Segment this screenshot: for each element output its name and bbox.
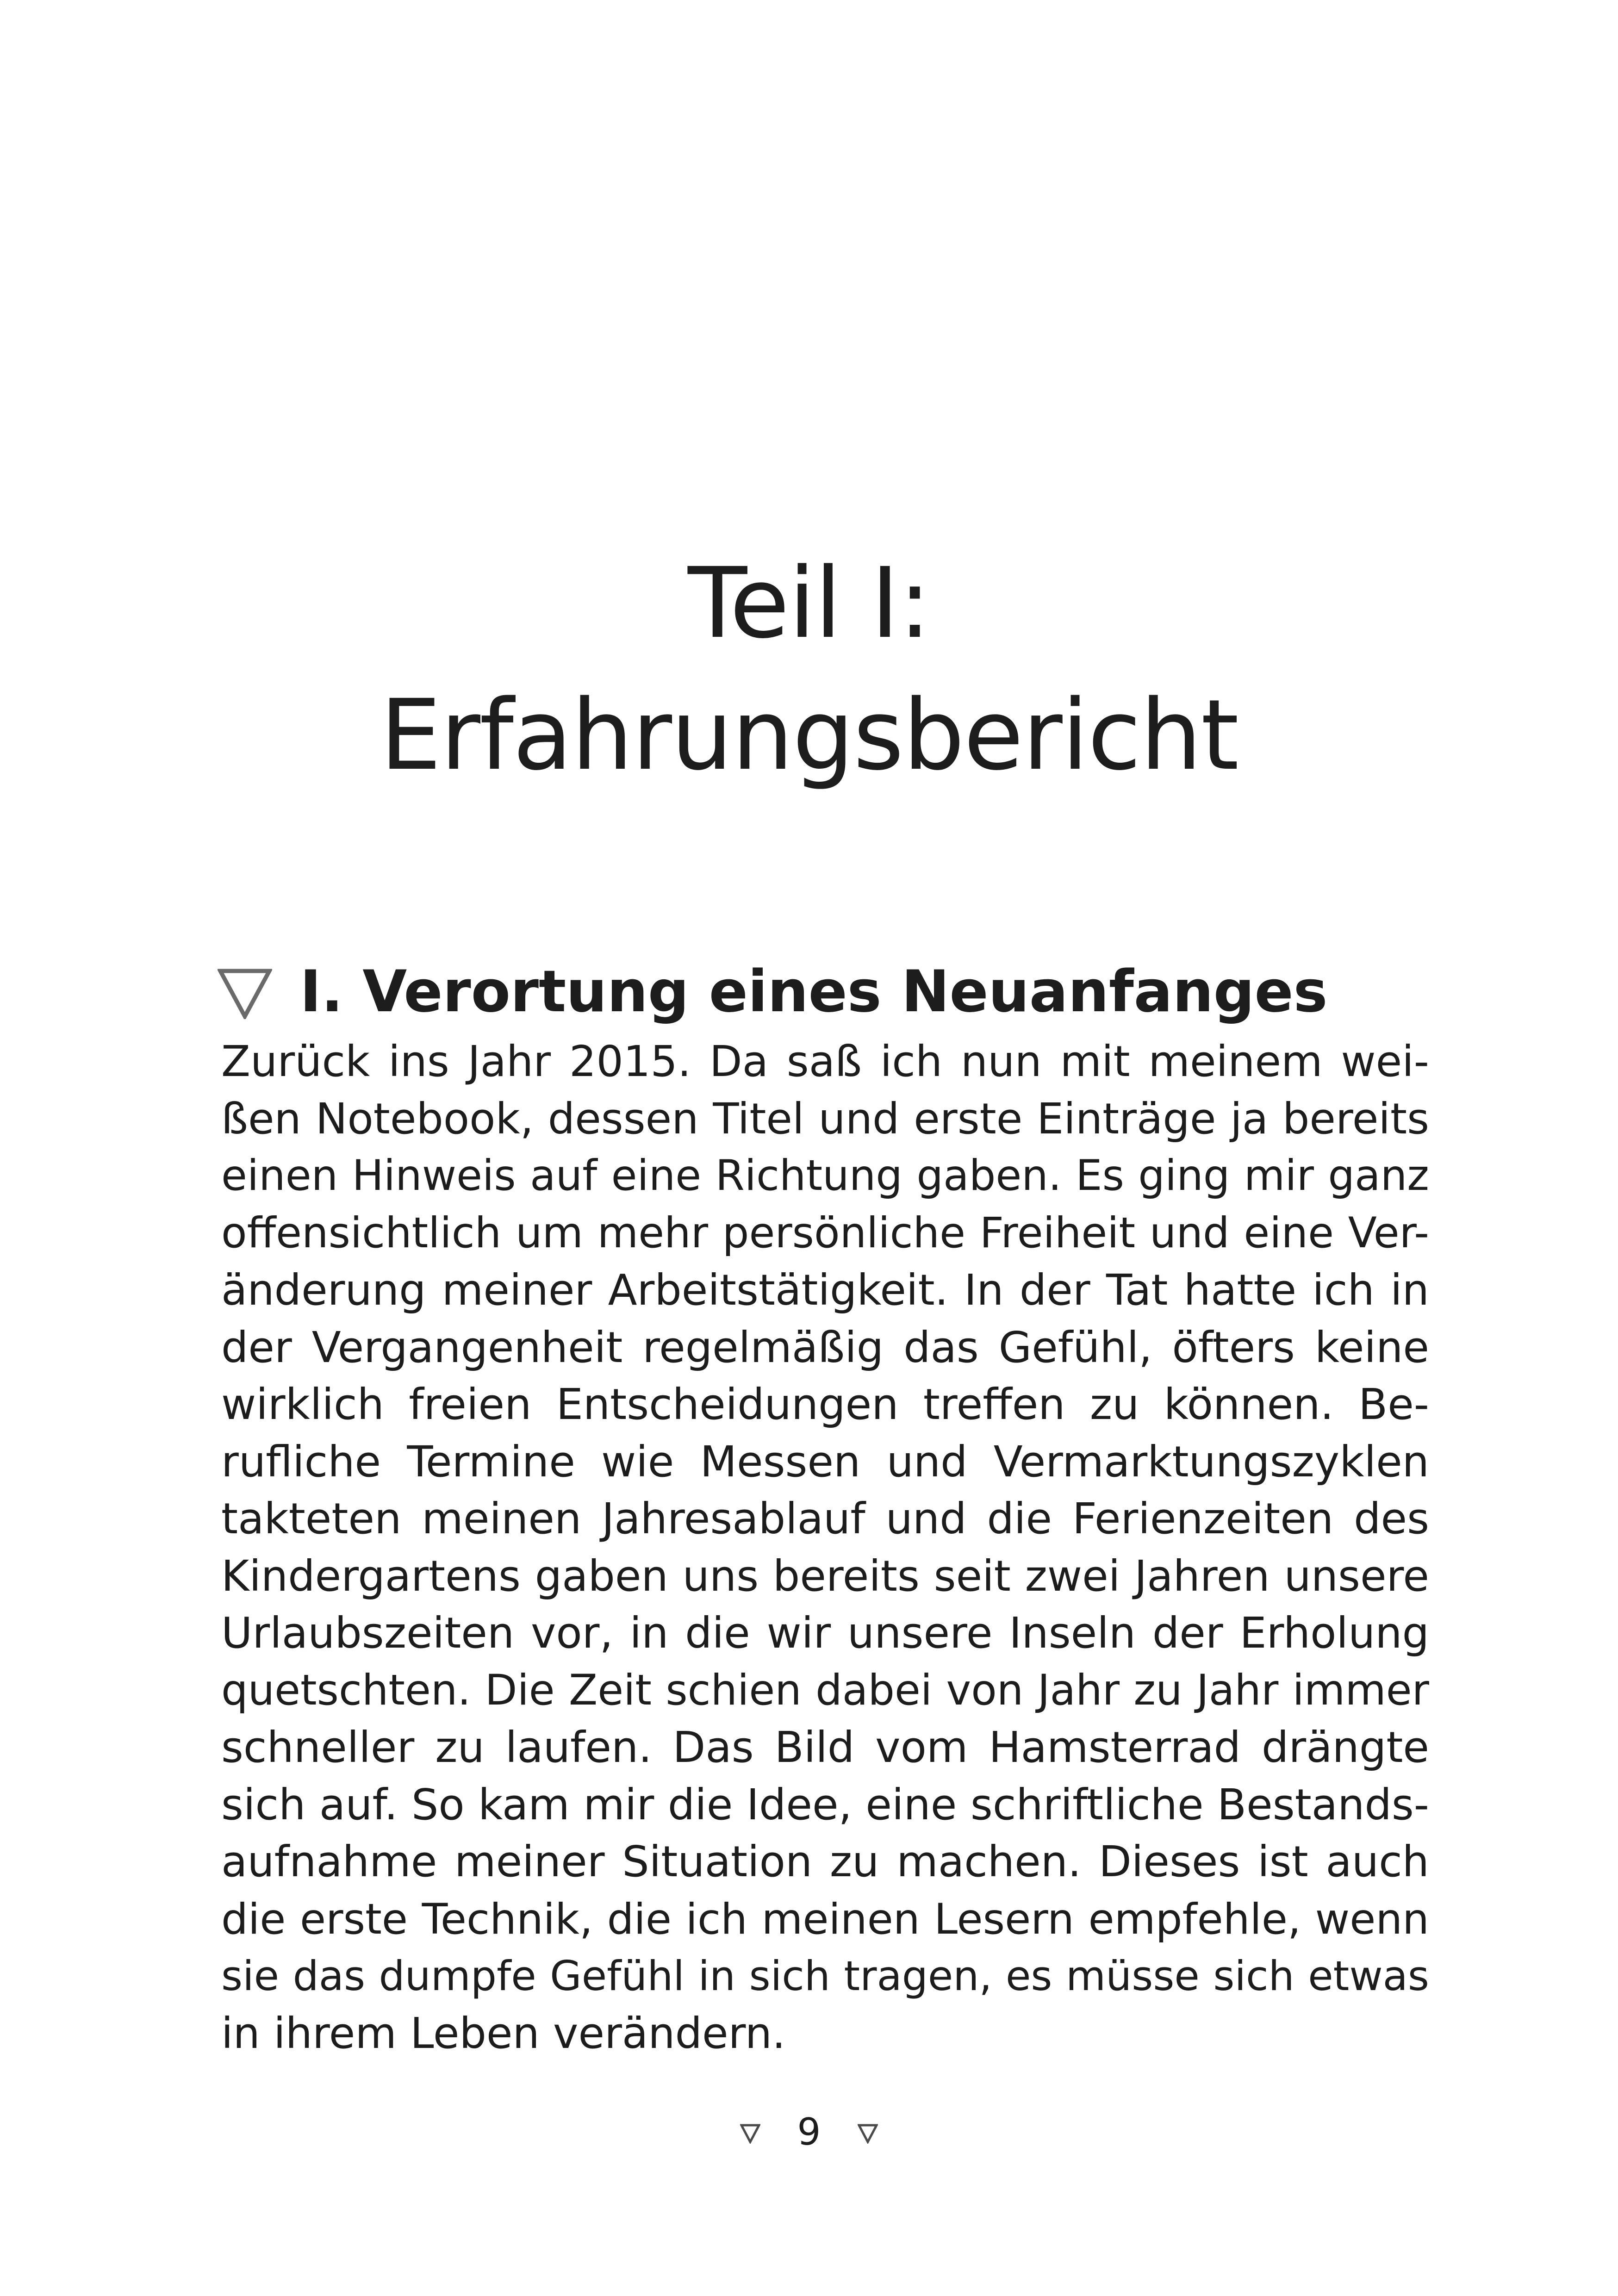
paragraph-line: schneller zu laufen. Das Bild vom Hamsterrad drängte [221,1723,1429,1772]
body-paragraph [221,1033,1429,2062]
triangle-down-icon [740,2123,760,2144]
chapter-heading [218,950,1327,1033]
paragraph-line: wirklich freien Entscheidungen treffen zu können. Be- [221,1380,1429,1429]
paragraph-line: ßen Notebook, dessen Titel und erste Einträge ja bereits [221,1094,1429,1144]
paragraph-line: sie das dumpfe Gefühl in sich tragen, es müsse sich etwas [221,1952,1429,2000]
paragraph-line: in ihrem Leben verändern. [221,2008,786,2058]
paragraph-line: Zurück ins Jahr 2015. Da saß ich nun mit meinem wei- [221,1037,1429,1086]
paragraph-line: einen Hinweis auf eine Richtung gaben. Es ging mir ganz [221,1151,1429,1200]
paragraph-line: die erste Technik, die ich meinen Lesern empfehle, wenn [221,1894,1429,1944]
triangle-down-icon [858,2123,878,2144]
paragraph-line: der Vergangenheit regelmäßig das Gefühl, öfters keine [221,1322,1429,1372]
paragraph-line: sich auf. So kam mir die Idee, eine schriftliche Bestands- [221,1780,1429,1829]
chapter-number: I. [300,958,343,1025]
paragraph-line: Urlaubszeiten vor, in die wir unsere Inseln der Erholung [221,1608,1429,1658]
paragraph-line: quetschten. Die Zeit schien dabei von Jahr zu Jahr immer [221,1666,1429,1715]
paragraph-line: rufliche Termine wie Messen und Vermarktungszyklen [221,1437,1429,1487]
paragraph-line: offensichtlich um mehr persönliche Freiheit und eine Ver- [221,1208,1429,1257]
paragraph-line: aufnahme meiner Situation zu machen. Dieses ist auch [221,1837,1429,1886]
triangle-down-icon [218,968,272,1019]
part-title-line-1: Teil I: [688,546,930,660]
chapter-title: Verortung eines Neuanfanges [362,958,1328,1025]
page-footer [0,2110,1618,2153]
paragraph-line: änderung meiner Arbeitstätigkeit. In der Tat hatte ich in [221,1265,1429,1315]
part-title-line-2: Erfahrungsbericht [380,678,1238,792]
paragraph-line: Kindergartens gaben uns bereits seit zwei Jahren unsere [221,1551,1429,1601]
part-title [0,537,1618,801]
paragraph-line: takteten meinen Jahresablauf und die Ferienzeiten des [221,1494,1429,1543]
page-number: 9 [797,2110,821,2153]
